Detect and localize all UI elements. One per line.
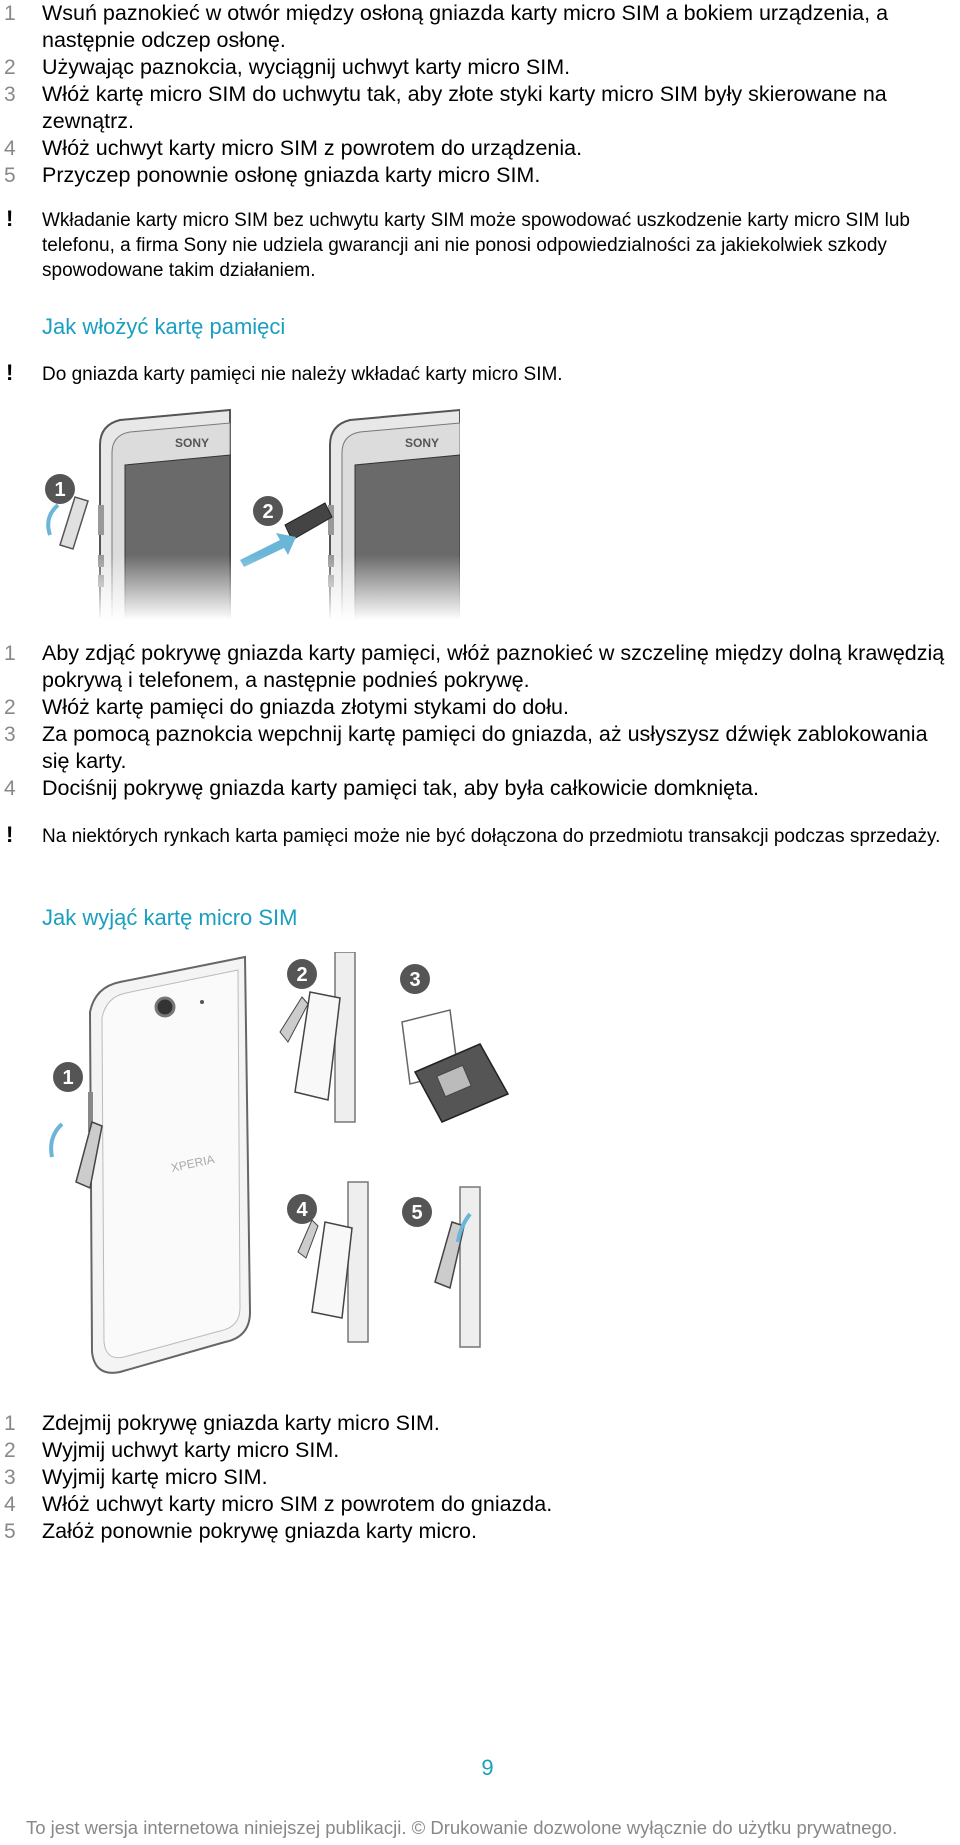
warning-icon: ! — [6, 822, 14, 847]
warning-text: Wkładanie karty micro SIM bez uchwytu karty SIM może spowodować uszkodzenie karty micro SIM lub telefonu, a firma Sony nie udziela gwarancji ani nie ponosi odpowiedzialności za jakiekolwiek szkody spowodowane takim działaniem. — [42, 210, 910, 281]
memory-card-steps — [0, 640, 950, 802]
list-item — [0, 1491, 950, 1518]
step-number: 5 — [4, 1520, 16, 1543]
curved-arrow-icon — [51, 1124, 62, 1157]
step-marker-label: 3 — [409, 969, 421, 991]
step-number: 3 — [4, 723, 16, 746]
step-marker-label: 1 — [54, 479, 66, 501]
step-text: Włóż kartę pamięci do gniazda złotymi stykami do dołu. — [42, 695, 569, 719]
step-number: 2 — [4, 1439, 16, 1462]
list-item — [0, 54, 950, 81]
step-text: Zdejmij pokrywę gniazda karty micro SIM. — [42, 1411, 440, 1435]
warning-note — [0, 208, 955, 283]
list-item — [0, 0, 950, 54]
curved-arrow-icon — [48, 505, 58, 535]
list-item — [0, 640, 950, 694]
memory-card-icon — [285, 503, 332, 540]
list-item — [0, 1410, 950, 1437]
list-item — [0, 1437, 950, 1464]
step-text: Przyczep ponownie osłonę gniazda karty micro SIM. — [42, 163, 541, 187]
list-item — [0, 694, 950, 721]
step-number: 2 — [4, 56, 16, 79]
brand-label: SONY — [405, 436, 440, 450]
step-text: Używając paznokcia, wyciągnij uchwyt karty micro SIM. — [42, 55, 571, 79]
warning-icon: ! — [6, 360, 14, 385]
list-item — [0, 721, 950, 775]
list-item — [0, 1518, 950, 1545]
step-text: Dociśnij pokrywę gniazda karty pamięci tak, aby była całkowicie domknięta. — [42, 776, 759, 800]
cover-close-detail — [435, 1187, 480, 1347]
warning-text: Na niektórych rynkach karta pamięci może nie być dołączona do przedmiotu transakcji podczas sprzedaży. — [42, 826, 941, 847]
sim-removal-steps — [0, 1410, 950, 1545]
warning-note — [0, 824, 955, 849]
step-number: 1 — [4, 2, 16, 25]
step-number: 4 — [4, 137, 16, 160]
step-number: 4 — [4, 777, 16, 800]
step-number: 5 — [4, 164, 16, 187]
warning-text: Do gniazda karty pamięci nie należy wkładać karty micro SIM. — [42, 364, 563, 385]
step-marker-label: 5 — [411, 1202, 423, 1224]
warning-icon: ! — [6, 206, 14, 231]
list-item — [0, 135, 950, 162]
sim-insert-steps — [0, 0, 950, 189]
list-item — [0, 81, 950, 135]
step-number: 1 — [4, 642, 16, 665]
section-heading-remove-sim: Jak wyjąć kartę micro SIM — [42, 905, 298, 930]
brand-label: SONY — [175, 436, 210, 450]
step-text: Włóż kartę micro SIM do uchwytu tak, aby złote styki karty micro SIM były skierowane na zewnątrz. — [42, 82, 887, 133]
footer-notice: To jest wersja internetowa niniejszej publikacji. © Drukowanie dozwolone wyłącznie do użytku prywatnego. — [26, 1817, 898, 1838]
step-text: Załóż ponownie pokrywę gniazda karty micro. — [42, 1519, 477, 1543]
step-number: 4 — [4, 1493, 16, 1516]
step-text: Aby zdjąć pokrywę gniazda karty pamięci, włóż paznokieć w szczelinę między dolną krawędzią pokrywą i telefonem, a następnie podnieś pokrywę. — [42, 641, 945, 692]
camera-icon — [156, 998, 174, 1016]
page-number: 9 — [481, 1755, 494, 1780]
slot-cover-icon — [60, 497, 88, 549]
step-text: Za pomocą paznokcia wepchnij kartę pamięci do gniazda, aż usłyszysz dźwięk zablokowania się karty. — [42, 722, 928, 773]
step-marker-label: 1 — [62, 1067, 74, 1089]
step-text: Wsuń paznokieć w otwór między osłoną gniazda karty micro SIM a bokiem urządzenia, a następnie odczep osłonę. — [42, 1, 889, 52]
sim-removal-illustration — [40, 952, 560, 1392]
brand-label: XPERIA — [169, 1152, 216, 1175]
sim-card-detail — [402, 1010, 508, 1122]
step-marker-label: 2 — [296, 964, 308, 986]
step-text: Włóż uchwyt karty micro SIM z powrotem do urządzenia. — [42, 136, 583, 160]
list-item — [0, 1464, 950, 1491]
step-number: 3 — [4, 1466, 16, 1489]
step-text: Wyjmij uchwyt karty micro SIM. — [42, 1438, 340, 1462]
phone-back — [51, 957, 250, 1373]
step-number: 1 — [4, 1412, 16, 1435]
memory-card-illustration — [40, 405, 460, 620]
step-marker-label: 2 — [262, 501, 274, 523]
step-marker-label: 4 — [296, 1199, 308, 1221]
list-item — [0, 162, 950, 189]
step-number: 3 — [4, 83, 16, 106]
warning-note — [0, 362, 955, 387]
step-text: Włóż uchwyt karty micro SIM z powrotem do gniazda. — [42, 1492, 553, 1516]
list-item — [0, 775, 950, 802]
step-text: Wyjmij kartę micro SIM. — [42, 1465, 268, 1489]
step-number: 2 — [4, 696, 16, 719]
section-heading-memory-card: Jak włożyć kartę pamięci — [42, 314, 286, 339]
